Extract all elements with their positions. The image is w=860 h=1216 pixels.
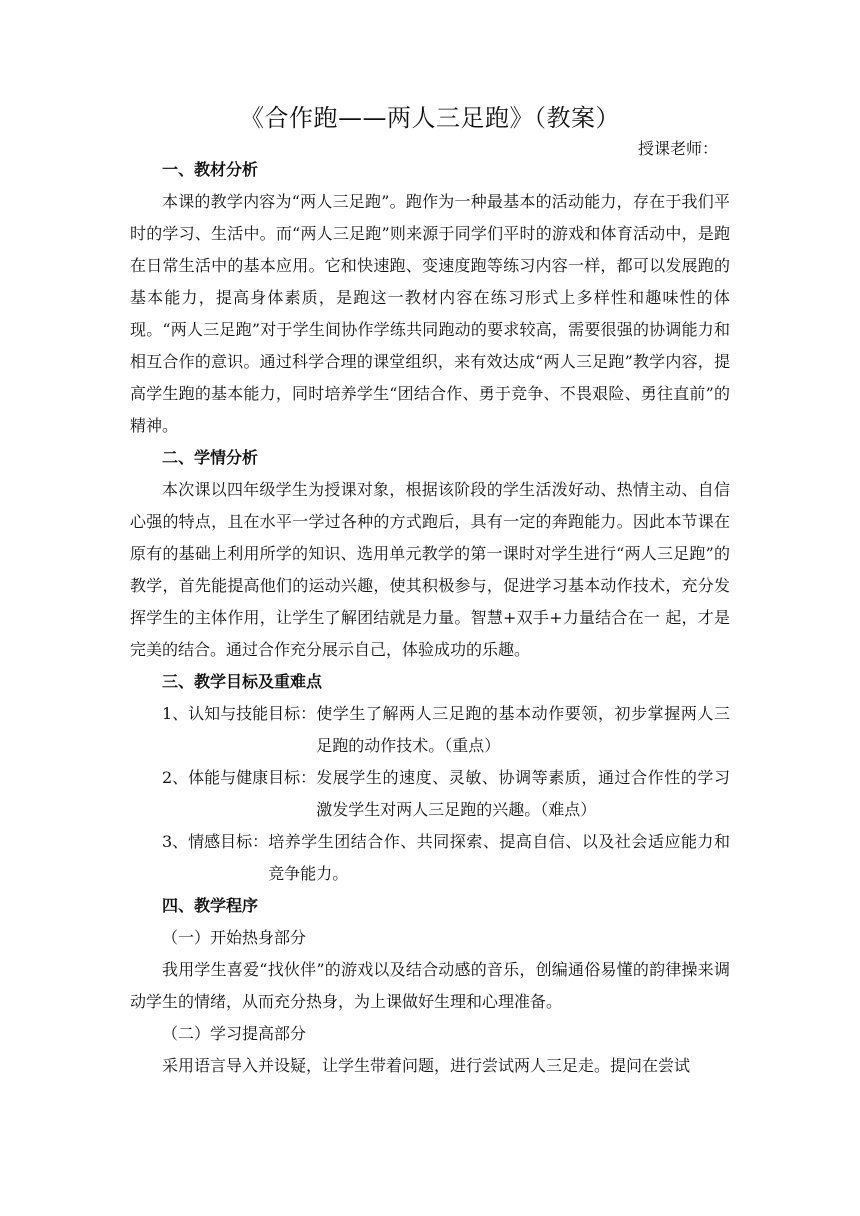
section-heading-2: 二、学情分析	[162, 448, 259, 467]
goal-text: 培养学生团结合作、共同探索、提高自信、以及社会适应能力和竞争能力。	[268, 832, 730, 883]
document-title: 《合作跑——两人三足跑》（教案）	[240, 104, 620, 132]
goal-item-1	[130, 698, 730, 762]
goal-text: 使学生了解两人三足跑的基本动作要领，初步掌握两人三足跑的动作技术。（重点）	[316, 704, 730, 755]
section-2-paragraph: 本次课以四年级学生为授课对象，根据该阶段的学生活泼好动、热情主动、自信心强的特点，且在水平一学过各种的方式跑后，具有一定的奔跑能力。因此本节课在原有的基础上利用所学的知识、选用单元教学的第一课时对学生进行“两人三足跑”的教学，首先能提高他们的运动兴趣，使其积极参与，促进学习基本动作技术，充分发挥学生的主体作用，让学生了解团结就是力量。智慧+双手+力量结合在一 起，才是完美的结合。通过合作充分展示自己，体验成功的乐趣。	[130, 480, 730, 659]
subsection-heading-2: （二）学习提高部分	[162, 1024, 307, 1043]
goal-item-2	[130, 762, 730, 826]
goal-label: 1、认知与技能目标：	[162, 704, 317, 723]
goal-label: 2、体能与健康目标：	[162, 768, 317, 787]
document-body	[130, 154, 730, 1082]
subsection-heading-1: （一）开始热身部分	[162, 928, 307, 947]
section-heading-4: 四、教学程序	[162, 896, 259, 915]
goal-item-3	[130, 826, 730, 890]
goal-label: 3、情感目标：	[162, 832, 269, 851]
section-heading-1: 一、教材分析	[162, 160, 259, 179]
section-1-paragraph: 本课的教学内容为“两人三足跑”。跑作为一种最基本的活动能力，存在于我们平时的学习、生活中。而“两人三足跑”则来源于同学们平时的游戏和体育活动中，是跑在日常生活中的基本应用。它和快速跑、变速度跑等练习内容一样，都可以发展跑的基本能力，提高身体素质，是跑这一教材内容在练习形式上多样性和趣味性的体现。“两人三足跑”对于学生间协作学练共同跑动的要求较高，需要很强的协调能力和相互合作的意识。通过科学合理的课堂组织，来有效达成“两人三足跑”教学内容，提高学生跑的基本能力，同时培养学生“团结合作、勇于竞争、不畏艰险、勇往直前”的精神。	[130, 192, 730, 435]
subsection-2-paragraph: 采用语言导入并设疑，让学生带着问题，进行尝试两人三足走。提问在尝试	[162, 1056, 691, 1075]
teacher-label: 授课老师：	[637, 139, 718, 158]
goal-text: 发展学生的速度、灵敏、协调等素质，通过合作性的学习激发学生对两人三足跑的兴趣。（难点）	[316, 768, 730, 819]
subsection-1-paragraph: 我用学生喜爱“找伙伴”的游戏以及结合动感的音乐，创编通俗易懂的韵律操来调动学生的情绪，从而充分热身，为上课做好生理和心理准备。	[130, 960, 730, 1011]
section-heading-3: 三、教学目标及重难点	[162, 672, 323, 691]
